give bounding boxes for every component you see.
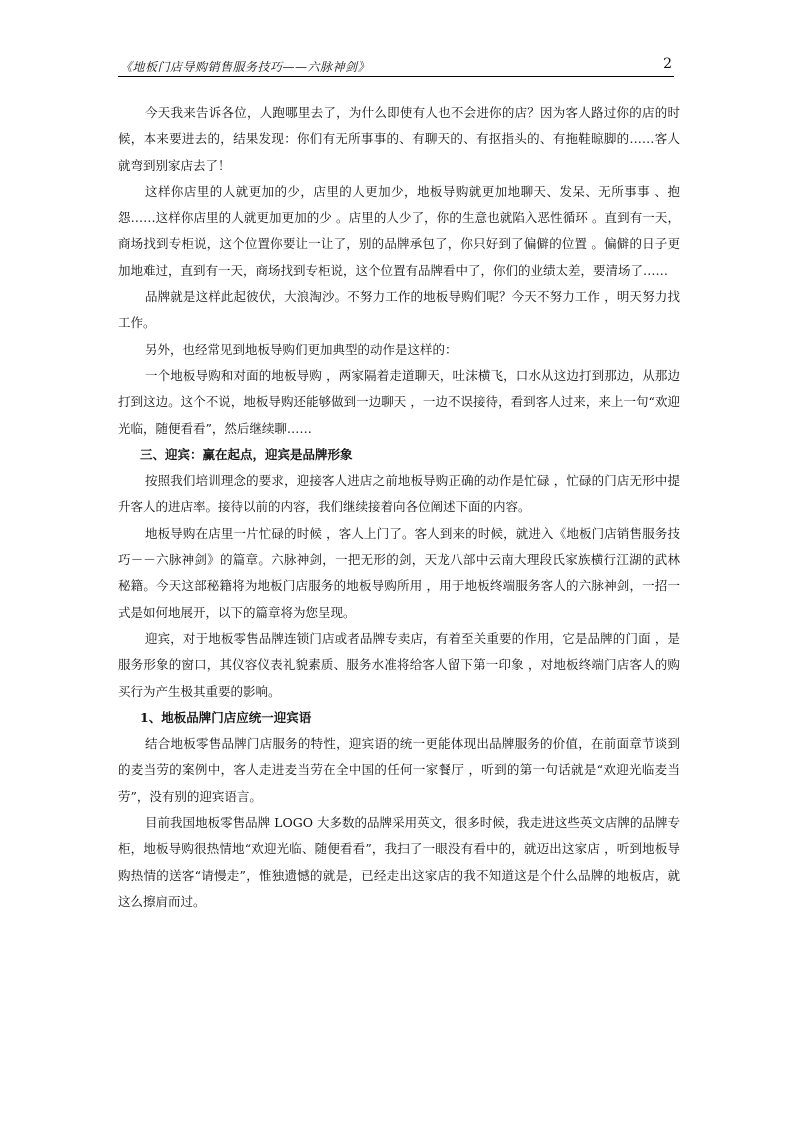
paragraph: 品牌就是这样此起彼伏，大浪淘沙。不努力工作的地板导购们呢？今天不努力工作 ，明天努力找工作。 bbox=[118, 289, 680, 331]
paragraph: 这样你店里的人就更加的少，店里的人更加少，地板导购就更加地聊天、发呆、无所事事 、抱怨……这样你店里的人就更加更加的少 。店里的人少了，你的生意也就陷入恶性循环 。直到有一天，商场找到专柜说，这个位置你要让一让了，别的品牌承包了，你只好到了偏僻的位置 。偏僻的日子更加地难过，直到有一天，商场找到专柜说，这个位置有品牌看中了，你们的业绩太差，要清场了…… bbox=[118, 183, 680, 278]
document-body bbox=[118, 100, 680, 915]
paragraph: 结合地板零售品牌门店服务的特性，迎宾语的统一更能体现出品牌服务的价值，在前面章节谈到的麦当劳的案例中，客人走进麦当劳在全中国的任何一家餐厅 ，听到的第一句话就是“欢迎光临麦当劳”，没有别的迎宾语言。 bbox=[118, 736, 680, 804]
sub-heading: 1、地板品牌门店应统一迎宾语 bbox=[140, 709, 312, 725]
paragraph: 一个地板导购和对面的地板导购 ，两家隔着走道聊天，吐沫横飞，口水从这边打到那边，从那边打到这边。这个不说，地板导购还能够做到一边聊天 ，一边不误接待，看到客人过来，来上一句“欢迎光临，随便看看”，然后继续聊…… bbox=[118, 367, 680, 436]
section-heading: 三、迎宾：赢在起点，迎宾是品牌形象 bbox=[140, 446, 353, 462]
paragraph: 另外，也经常见到地板导购们更加典型的动作是这样的： bbox=[145, 341, 458, 357]
page-number: 2 bbox=[663, 56, 672, 72]
paragraph: 地板导购在店里一片忙碌的时候 ，客人上门了。客人到来的时候，就进入《地板门店销售服务技巧－－六脉神剑》的篇章。六脉神剑，一把无形的剑，天龙八部中云南大理段氏家族横行江湖的武林秘籍。今天这部秘籍将为地板门店服务的地板导购所用 ，用于地板终端服务客人的六脉神剑，一招一式是如何地展开，以下的篇章将为您呈现。 bbox=[118, 525, 680, 620]
header-title: 《地板门店导购销售服务技巧——六脉神剑》 bbox=[120, 60, 371, 74]
paragraph: 按照我们培训理念的要求，迎接客人进店之前地板导购正确的动作是忙碌 ，忙碌的门店无形中提升客人的进店率。接待以前的内容，我们继续接着向各位阐述下面的内容。 bbox=[118, 473, 680, 515]
page-header bbox=[118, 58, 674, 77]
paragraph: 目前我国地板零售品牌 LOGO 大多数的品牌采用英文，很多时候，我走进这些英文店牌的品牌专柜，地板导购很热情地“欢迎光临、随便看看”，我扫了一眼没有看中的，就迈出这家店 ，听到地板导购热情的送客“请慢走”，惟独遗憾的就是，已经走出这家店的我不知道这是个什么品牌的地板店，就这么擦肩而过。 bbox=[118, 815, 680, 909]
paragraph: 今天我来告诉各位，人跑哪里去了，为什么即使有人也不会进你的店？因为客人路过你的店的时候，本来要进去的，结果发现：你们有无所事事的、有聊天的、有抠指头的、有拖鞋晾脚的……客人就弯到别家店去了！ bbox=[118, 105, 680, 173]
paragraph: 迎宾，对于地板零售品牌连锁门店或者品牌专卖店，有着至关重要的作用，它是品牌的门面 ，是服务形象的窗口，其仪容仪表礼貌素质、服务水准将给客人留下第一印象 ，对地板终端门店客人的购买行为产生极其重要的影响。 bbox=[118, 630, 680, 699]
